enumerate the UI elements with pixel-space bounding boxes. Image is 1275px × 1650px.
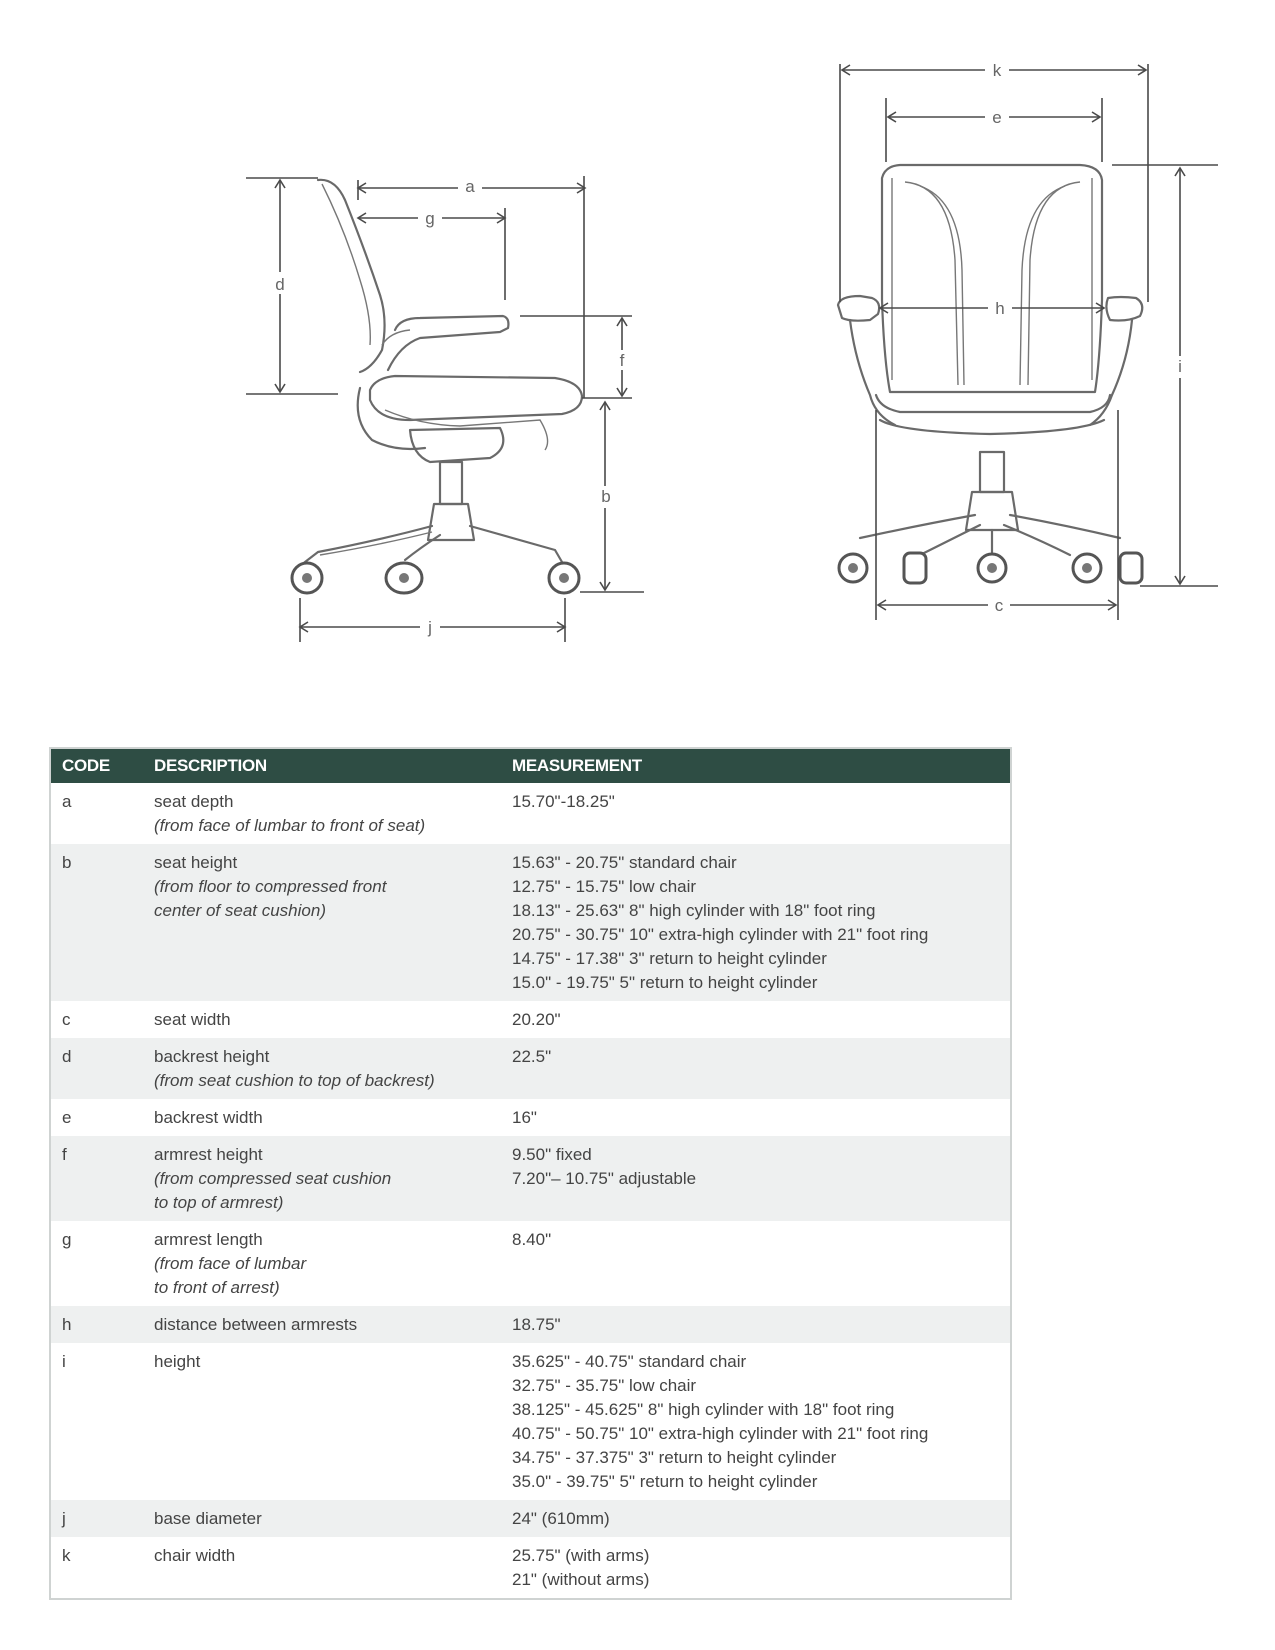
cell-description (143, 1099, 501, 1136)
measurement-line: 35.625" - 40.75" standard chair (512, 1352, 747, 1371)
table-row (50, 1500, 1011, 1537)
cell-measurement (501, 844, 1011, 1001)
description-text: seat width (154, 1010, 231, 1029)
description-note: (from face of lumbar (154, 1254, 307, 1273)
table-row (50, 1001, 1011, 1038)
description-note: center of seat cushion) (154, 901, 326, 920)
description-text: armrest length (154, 1230, 263, 1249)
table-row (50, 1136, 1011, 1221)
cell-measurement (501, 1343, 1011, 1500)
measurement-line: 20.20" (512, 1010, 561, 1029)
cell-code: g (62, 1230, 72, 1249)
table-row (50, 1038, 1011, 1099)
cell-measurement (501, 1537, 1011, 1599)
measurement-line: 24" (610mm) (512, 1509, 610, 1528)
measurement-line: 35.0" - 39.75" 5" return to height cylinder (512, 1472, 818, 1491)
description-text: base diameter (154, 1509, 262, 1528)
measurement-line: 15.70"-18.25" (512, 792, 615, 811)
dim-label-g: g (425, 209, 435, 228)
description-text: backrest height (154, 1047, 270, 1066)
dimension-spec-table (49, 747, 1012, 1600)
description-text: height (154, 1352, 201, 1371)
description-note: to top of armrest) (154, 1193, 284, 1212)
measurement-line: 32.75" - 35.75" low chair (512, 1376, 697, 1395)
cell-measurement (501, 783, 1011, 844)
description-text: armrest height (154, 1145, 263, 1164)
measurement-line: 16" (512, 1108, 537, 1127)
cell-description (143, 844, 501, 1001)
cell-description (143, 1221, 501, 1306)
measurement-line: 25.75" (with arms) (512, 1546, 650, 1565)
dim-label-a: a (465, 177, 475, 196)
cell-code: d (50, 1038, 143, 1099)
dim-label-j: j (428, 618, 432, 637)
dim-label-k: k (992, 61, 1002, 80)
measurement-line: 18.75" (512, 1315, 561, 1334)
cell-measurement (501, 1500, 1011, 1537)
header-description: DESCRIPTION (143, 748, 501, 783)
cell-description (143, 1537, 501, 1599)
chair-dimension-diagram (0, 0, 1275, 700)
table-row (50, 1221, 1011, 1306)
cell-description (143, 1343, 501, 1500)
cell-code: f (50, 1136, 143, 1221)
cell-code: c (62, 1010, 71, 1029)
dim-label-e: e (992, 108, 1002, 127)
front-view-chair (838, 165, 1142, 583)
cell-measurement (501, 1136, 1011, 1221)
description-note: (from compressed seat cushion (154, 1169, 392, 1188)
measurement-line: 40.75" - 50.75" 10" extra-high cylinder with 21" foot ring (512, 1424, 929, 1443)
dim-label-d: d (275, 275, 285, 294)
cell-description (143, 1001, 501, 1038)
table-row (50, 844, 1011, 1001)
description-text: backrest width (154, 1108, 263, 1127)
header-code: CODE (50, 748, 143, 783)
measurement-line: 12.75" - 15.75" low chair (512, 877, 697, 896)
cell-code: e (62, 1108, 72, 1127)
cell-code: k (62, 1546, 71, 1565)
table-header-row (50, 748, 1011, 783)
measurement-line: 34.75" - 37.375" 3" return to height cylinder (512, 1448, 837, 1467)
dim-label-b: b (601, 487, 611, 506)
table-row (50, 783, 1011, 844)
cell-measurement (501, 1221, 1011, 1306)
measurement-line: 22.5" (512, 1047, 552, 1066)
cell-code: a (62, 792, 72, 811)
measurement-line: 18.13" - 25.63" 8" high cylinder with 18" foot ring (512, 901, 876, 920)
cell-description (143, 1038, 501, 1099)
table-row (50, 1306, 1011, 1343)
cell-measurement (501, 1099, 1011, 1136)
cell-description (143, 1136, 501, 1221)
measurement-line: 20.75" - 30.75" 10" extra-high cylinder with 21" foot ring (512, 925, 929, 944)
cell-measurement (501, 1306, 1011, 1343)
cell-code: b (50, 844, 143, 1001)
cell-measurement (501, 1001, 1011, 1038)
measurement-line: 15.0" - 19.75" 5" return to height cylinder (512, 973, 818, 992)
measurement-line: 7.20"– 10.75" adjustable (512, 1169, 697, 1188)
description-note: (from face of lumbar to front of seat) (154, 816, 426, 835)
description-text: seat height (154, 853, 238, 872)
cell-code: h (50, 1306, 143, 1343)
cell-description (143, 783, 501, 844)
cell-measurement (501, 1038, 1011, 1099)
description-note: (from floor to compressed front (154, 877, 387, 896)
cell-code: i (62, 1352, 66, 1371)
measurement-line: 15.63" - 20.75" standard chair (512, 853, 737, 872)
side-view-chair (292, 180, 582, 593)
dim-label-i: i (1178, 357, 1182, 376)
measurement-line: 21" (without arms) (512, 1570, 650, 1589)
cell-description (143, 1306, 501, 1343)
dim-label-f: f (619, 351, 625, 370)
measurement-line: 8.40" (512, 1230, 552, 1249)
cell-description (143, 1500, 501, 1537)
description-text: chair width (154, 1546, 236, 1565)
header-measurement: MEASUREMENT (501, 748, 1011, 783)
measurement-line: 38.125" - 45.625" 8" high cylinder with 18" foot ring (512, 1400, 895, 1419)
table-row (50, 1343, 1011, 1500)
measurement-line: 14.75" - 17.38" 3" return to height cylinder (512, 949, 827, 968)
table-row (50, 1537, 1011, 1599)
description-text: distance between armrests (154, 1315, 358, 1334)
dim-label-c: c (994, 596, 1004, 615)
description-note: to front of arrest) (154, 1278, 280, 1297)
table-row (50, 1099, 1011, 1136)
cell-code: j (50, 1500, 143, 1537)
dim-label-h: h (995, 299, 1005, 318)
description-note: (from seat cushion to top of backrest) (154, 1071, 435, 1090)
description-text: seat depth (154, 792, 234, 811)
measurement-line: 9.50" fixed (512, 1145, 592, 1164)
